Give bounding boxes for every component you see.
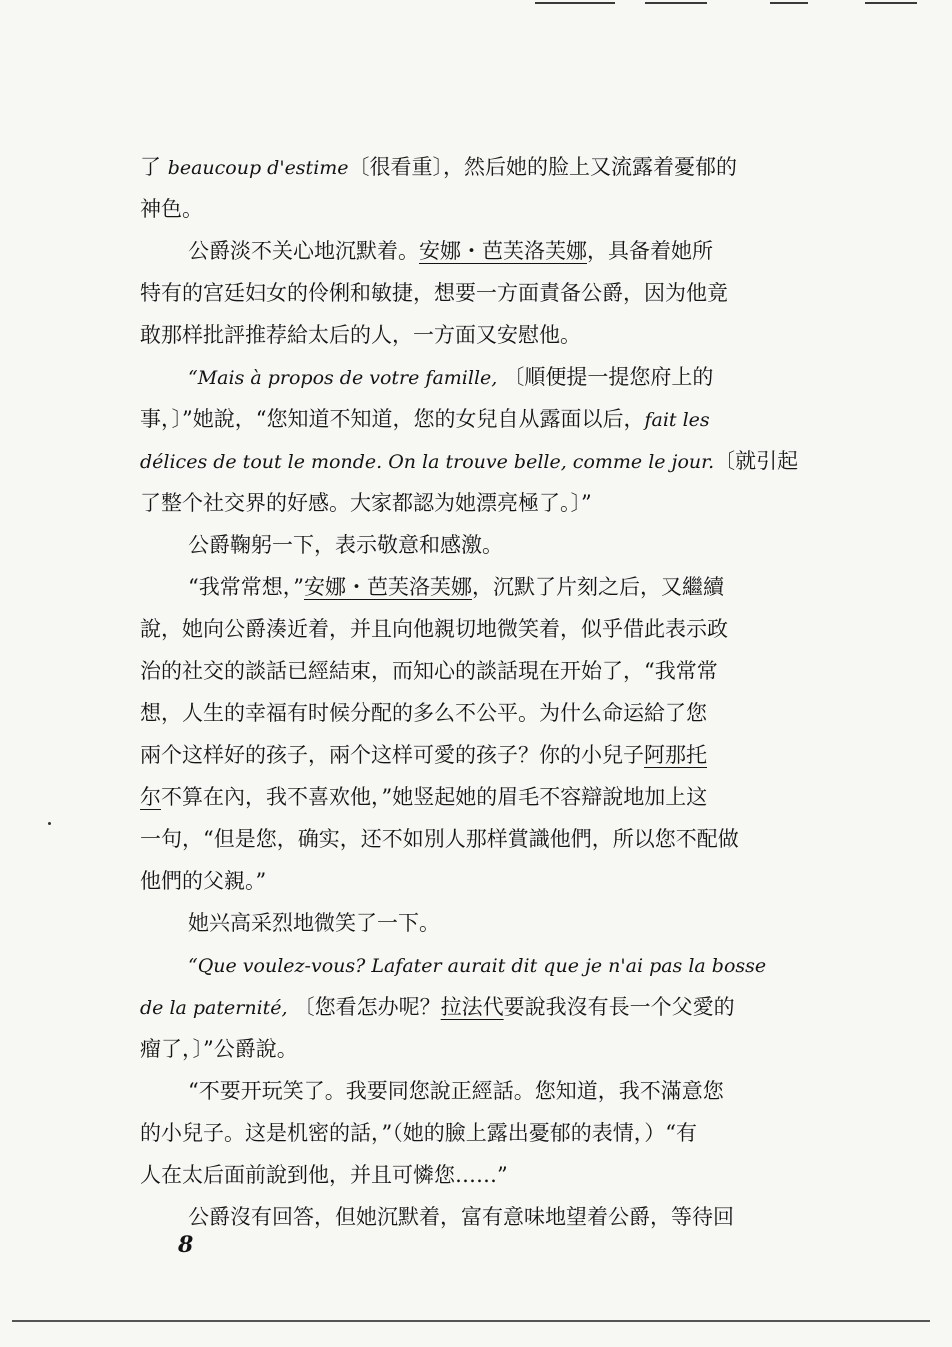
text-segment: 了 — [140, 155, 168, 179]
foreign-phrase: fait les — [644, 409, 710, 431]
text-line — [140, 524, 820, 566]
text-line — [140, 986, 820, 1028]
text-segment: 治的社交的談話已經結束，而知心的談話現在开始了，“我常常 — [140, 659, 718, 683]
text-line — [140, 440, 820, 482]
text-segment: “不要开玩笑了。我要同您說正經話。您知道，我不滿意您 — [188, 1079, 724, 1103]
text-line — [140, 692, 820, 734]
text-segment: 說，她向公爵湊近着，并且向他親切地微笑着，似乎借此表示政 — [140, 617, 728, 641]
text-segment: 〔順便提一提您府上的 — [503, 365, 714, 389]
text-line — [140, 902, 820, 944]
page-number: 8 — [178, 1232, 194, 1258]
text-segment: 〔很看重〕，然后她的脸上又流露着憂郁的 — [348, 155, 738, 179]
scan-artifact-top-3 — [770, 2, 808, 4]
text-segment: 瘤了，〕”公爵說。 — [140, 1037, 298, 1061]
text-line — [140, 1154, 820, 1196]
text-segment: 公爵淡不关心地沉默着。 — [188, 239, 419, 263]
body-text — [140, 146, 820, 1238]
text-line — [140, 1112, 820, 1154]
text-line — [140, 230, 820, 272]
text-line — [140, 398, 820, 440]
text-line — [140, 818, 820, 860]
text-segment: ，具备着她所 — [587, 239, 713, 263]
text-segment: 要說我沒有長一个父愛的 — [503, 995, 735, 1019]
text-line — [140, 146, 820, 188]
text-segment: 人在太后面前說到他，并且可憐您……” — [140, 1163, 508, 1187]
text-segment: 的小兒子。这是机密的話，”（她的臉上露出憂郁的表情，）“有 — [140, 1121, 697, 1145]
proper-name: 安娜・芭芙洛芙娜 — [419, 239, 587, 263]
text-segment: 事，〕”她說，“您知道不知道，您的女兒自从露面以后， — [140, 407, 645, 431]
scan-artifact-top-4 — [865, 2, 917, 4]
scan-speck — [48, 822, 51, 825]
foreign-phrase: délices de tout le monde. On la trouve belle, comme le jour. — [140, 451, 715, 473]
text-line — [140, 734, 820, 776]
foreign-phrase: “Mais à propos de votre famille, — [188, 367, 504, 389]
text-line — [140, 1070, 820, 1112]
proper-name: 尔 — [140, 785, 161, 809]
foreign-phrase: “Que voulez-vous? Lafater aurait dit que je n'ai pas la bosse — [188, 955, 767, 977]
text-line — [140, 860, 820, 902]
text-line — [140, 314, 820, 356]
text-line — [140, 482, 820, 524]
text-line — [140, 650, 820, 692]
text-segment: 〔就引起 — [714, 449, 799, 473]
text-line — [140, 566, 820, 608]
scan-artifact-bottom — [12, 1320, 930, 1322]
text-segment: 她兴高采烈地微笑了一下。 — [188, 911, 440, 935]
text-segment: 神色。 — [140, 197, 203, 221]
text-line — [140, 356, 820, 398]
text-segment: 特有的宫廷妇女的伶俐和敏捷，想要一方面責备公爵，因为他竟 — [140, 281, 728, 305]
text-segment: 一句，“但是您，确实，还不如別人那样賞識他們，所以您不配做 — [140, 827, 739, 851]
text-segment: 公爵沒有回答，但她沉默着，富有意味地望着公爵，等待回 — [188, 1205, 734, 1229]
proper-name: 安娜・芭芙洛芙娜 — [303, 575, 472, 599]
text-line — [140, 608, 820, 650]
text-line — [140, 188, 820, 230]
foreign-phrase: beaucoup d'estime — [167, 157, 349, 179]
text-line — [140, 944, 820, 986]
text-segment: 想，人生的幸福有时候分配的多么不公平。为什么命运給了您 — [140, 701, 707, 725]
text-segment: ，沉默了片刻之后，又繼續 — [471, 575, 724, 599]
text-segment: “我常常想，” — [188, 575, 304, 599]
text-segment: 敢那样批評推荐給太后的人，一方面又安慰他。 — [140, 323, 581, 347]
text-line — [140, 272, 820, 314]
proper-name: 拉法代 — [440, 995, 504, 1019]
scan-artifact-top-1 — [535, 2, 615, 4]
text-segment: 他們的父親。” — [140, 869, 267, 893]
proper-name: 阿那托 — [644, 743, 707, 767]
foreign-phrase: de la paternité, — [140, 997, 294, 1019]
scan-artifact-top-2 — [645, 2, 707, 4]
text-segment: 不算在內，我不喜欢他，”她竖起她的眉毛不容辯說地加上这 — [161, 785, 708, 809]
text-line — [140, 1028, 820, 1070]
text-segment: 了整个社交界的好感。大家都認为她漂亮極了。〕” — [140, 491, 592, 515]
text-segment: 公爵鞠躬一下，表示敬意和感激。 — [188, 533, 503, 557]
text-segment: 〔您看怎办呢？ — [293, 995, 441, 1019]
text-line — [140, 776, 820, 818]
text-line — [140, 1196, 820, 1238]
text-segment: 兩个这样好的孩子，兩个这样可愛的孩子？你的小兒子 — [140, 743, 644, 767]
